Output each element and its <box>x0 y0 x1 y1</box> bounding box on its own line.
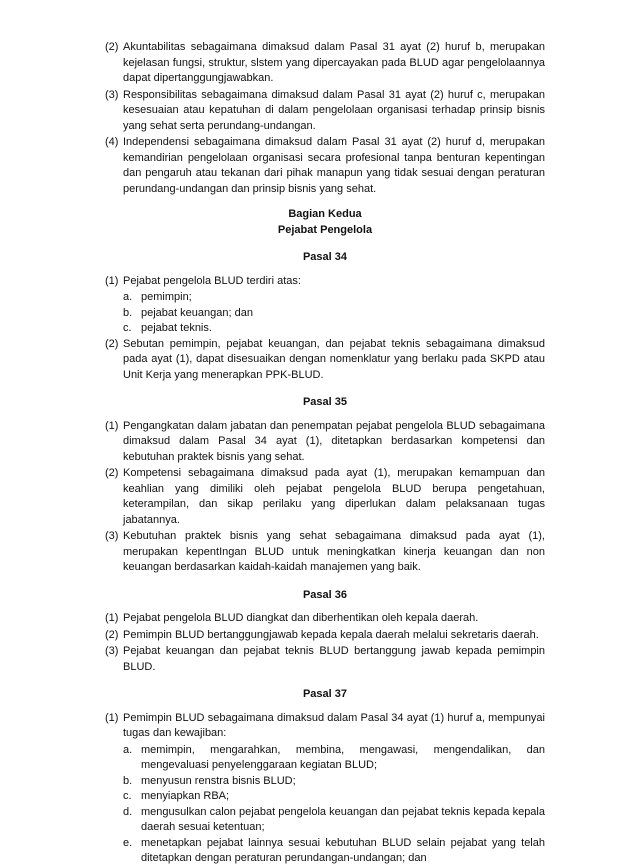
pasal-34-item-2 <box>105 337 545 384</box>
list-text: menyiapkan RBA; <box>141 790 230 802</box>
list-item <box>123 836 545 867</box>
item-number: (1) <box>105 711 119 724</box>
section-heading <box>105 207 545 238</box>
pasal-36-item-2 <box>105 628 545 644</box>
list-item <box>123 306 545 322</box>
list-text: pejabat keuangan; dan <box>141 306 253 319</box>
item-number: (2) <box>105 628 119 641</box>
list-letter: c. <box>123 790 132 802</box>
item-text: Sebutan pemimpin, pejabat keuangan, dan pejabat teknis sebagaimana dimaksud pada ayat (1), dapat disesuaikan dengan nomenklatur yang berlaku pada SKPD atau Unit Kerja yang menerapkan PPK-BLUD. <box>123 337 545 381</box>
intro-item-4 <box>105 135 545 197</box>
item-number: (2) <box>105 41 119 53</box>
item-number: (1) <box>105 419 119 432</box>
list-text: pejabat teknis. <box>141 322 212 334</box>
item-text: Pejabat keuangan dan pejabat teknis BLUD bertanggung jawab kepada pemimpin BLUD. <box>123 645 545 673</box>
item-text: Pejabat pengelola BLUD terdiri atas: <box>123 274 301 287</box>
item-number: (4) <box>105 136 119 148</box>
list-letter: d. <box>123 805 133 818</box>
section-title: Pejabat Pengelola <box>277 223 373 236</box>
pasal-35-item-3 <box>105 529 545 576</box>
list-text: menetapkan pejabat lainnya sesuai kebutuhan BLUD selain pejabat yang telah ditetapkan dengan peraturan perundangan-undangan; dan <box>141 836 545 864</box>
list-text: pemimpin; <box>141 291 192 303</box>
list-letter: a. <box>123 743 133 756</box>
intro-item-2 <box>105 40 545 87</box>
pasal-37-sublist <box>105 743 545 867</box>
list-letter: b. <box>123 306 133 319</box>
item-text: Pengangkatan dalam jabatan dan penempatan pejabat pengelola BLUD sebagaimana dimaksud dalam Pasal 34 ayat (1), ditetapkan berdasarkan kompetensi dan kebutuhan praktek bisnis yang sehat. <box>123 419 545 463</box>
pasal-34-title: Pasal 34 <box>302 251 348 263</box>
pasal-35-title: Pasal 35 <box>302 396 348 408</box>
list-item <box>123 290 545 306</box>
item-number: (3) <box>105 645 119 657</box>
pasal-34-sublist <box>105 290 545 337</box>
pasal-36-item-1 <box>105 611 545 627</box>
pasal-36-title: Pasal 36 <box>302 588 348 601</box>
list-item <box>123 743 545 774</box>
item-text: Responsibilitas sebagaimana dimaksud dalam Pasal 31 ayat (2) huruf c, merupakan kesesuaian atau kepatuhan di dalam pengelolaan organisasi terhadap prinsip bisnis yang sehat serta perundang-undangan. <box>123 88 545 132</box>
item-text: Akuntabilitas sebagaimana dimaksud dalam Pasal 31 ayat (2) huruf b, merupakan kejelasan fungsi, struktur, slstem yang dipercayakan pada BLUD agar pengelolaannya dapat dipertanggungjawabkan. <box>123 41 545 84</box>
item-number: (3) <box>105 530 119 542</box>
list-letter: b. <box>123 774 133 787</box>
list-text: memimpin, mengarahkan, membina, mengawasi, mengendalikan, dan mengevaluasi penyelenggaraan kegiatan BLUD; <box>141 743 545 771</box>
list-letter: e. <box>123 836 133 849</box>
item-number: (1) <box>105 274 119 287</box>
pasal-37-item-1 <box>105 711 545 742</box>
item-number: (1) <box>105 612 119 624</box>
list-letter: c. <box>123 322 132 334</box>
intro-item-3 <box>105 88 545 135</box>
item-number: (2) <box>105 467 119 479</box>
pasal-36-item-3 <box>105 644 545 675</box>
list-item <box>123 774 545 790</box>
item-text: Kebutuhan praktek bisnis yang sehat sebagaimana dimaksud pada ayat (1), merupakan kepentIngan BLUD untuk meningkatkan kinerja keuangan dan non keuangan berdasarkan kaidah-kaidah manajemen yang baik. <box>123 530 545 573</box>
pasal-34-item-1 <box>105 274 545 290</box>
list-item <box>123 321 545 337</box>
item-number: (3) <box>105 88 119 101</box>
pasal-35-item-2 <box>105 466 545 528</box>
list-text: mengusulkan calon pejabat pengelola keuangan dan pejabat teknis kepada kepala daerah sesuai ketentuan; <box>141 805 545 833</box>
pasal-37-title: Pasal 37 <box>302 688 348 700</box>
section-number: Bagian Kedua <box>288 208 362 220</box>
item-text: Independensi sebagaimana dimaksud dalam Pasal 31 ayat (2) huruf d, merupakan kemandirian pengelolaan organisasi secara profesional tanpa benturan kepentingan dan pengaruh atau tekanan dari pihak manapun yang tidak sesuai dengan peraturan perundang-undangan dan prinsip bisnis yang sehat. <box>123 136 545 195</box>
item-text: Pejabat pengelola BLUD diangkat dan diberhentikan oleh kepala daerah. <box>123 612 479 624</box>
item-text: Pemimpin BLUD bertanggungjawab kepada kepala daerah melalui sekretaris daerah. <box>123 628 539 641</box>
list-item <box>123 789 545 805</box>
document-page <box>105 40 545 867</box>
list-item <box>123 805 545 836</box>
item-text: Pemimpin BLUD sebagaimana dimaksud dalam Pasal 34 ayat (1) huruf a, mempunyai tugas dan kewajiban: <box>123 711 545 739</box>
pasal-35-item-1 <box>105 419 545 466</box>
list-text: menyusun renstra bisnis BLUD; <box>141 774 296 787</box>
item-number: (2) <box>105 337 119 350</box>
list-letter: a. <box>123 291 133 303</box>
item-text: Kompetensi sebagaimana dimaksud pada ayat (1), merupakan kemampuan dan keahlian yang dimiliki oleh pejabat pengelola BLUD berupa pengetahuan, keterampilan, dan sikap perilaku yang diperlukan dalam pelaksanaan tugas jabatannya. <box>123 467 545 526</box>
